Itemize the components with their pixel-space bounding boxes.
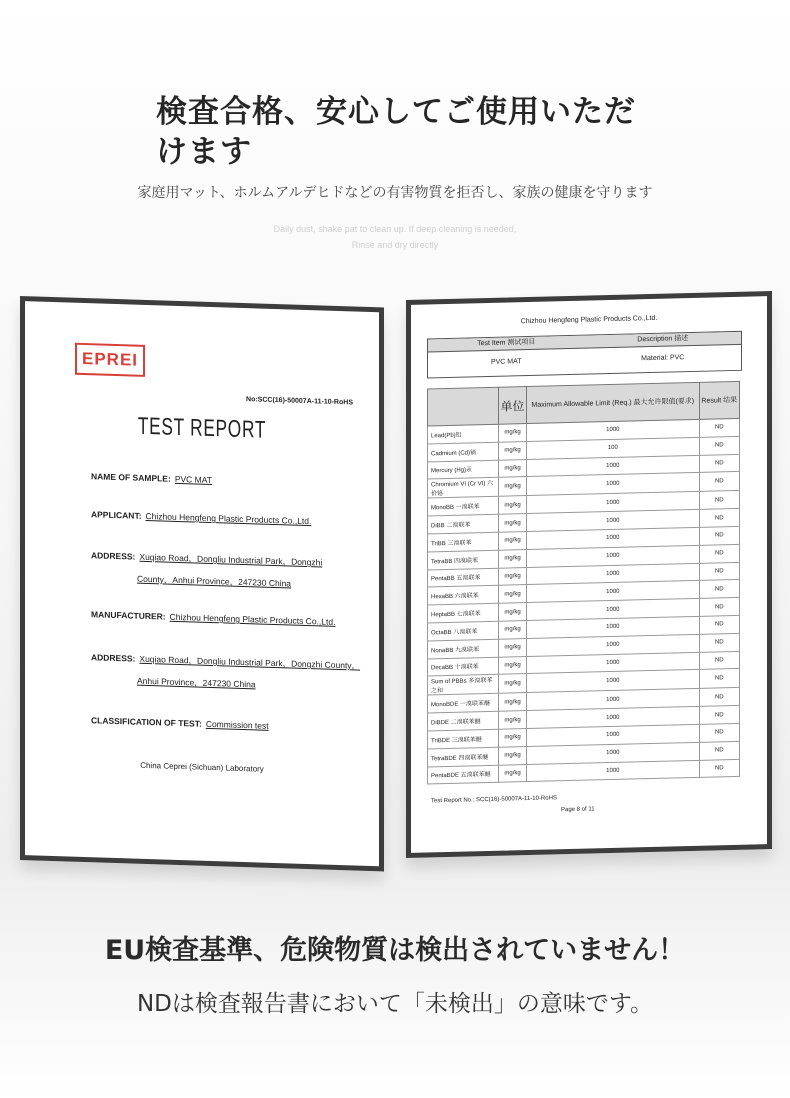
address-field <box>91 549 322 568</box>
cell-unit: mg/kg <box>499 441 527 459</box>
cell-result: ND <box>699 509 739 528</box>
cell-unit: mg/kg <box>499 764 527 782</box>
manufacturer-label: MANUFACTURER: <box>91 609 166 622</box>
faint-text-line-2: Rinse and dry directly <box>351 240 439 250</box>
sample-value: PVC MAT <box>174 473 212 486</box>
cell-limit: 1000 <box>527 652 699 674</box>
cell-unit: mg/kg <box>499 585 527 603</box>
address-continuation: County，Anhui Province，247230 China <box>137 573 292 589</box>
address2-field <box>91 651 360 671</box>
cell-result: ND <box>699 706 739 725</box>
cell-item: DecaBB 十溴联苯 <box>428 657 499 677</box>
cell-limit: 100 <box>527 437 699 459</box>
cell-result: ND <box>699 651 739 670</box>
cell-item: PentaBDE 五溴联苯醚 <box>428 765 499 785</box>
col-result: Result 结果 <box>699 381 739 419</box>
cell-unit: mg/kg <box>499 496 527 514</box>
cell-limit: 1000 <box>527 599 699 621</box>
laboratory-name: China Ceprei (Sichuan) Laboratory <box>140 760 264 774</box>
bottom-title: EU検査基準、危険物質は検出されていません！ <box>104 935 686 966</box>
cell-unit: mg/kg <box>499 514 527 532</box>
cell-limit: 1000 <box>527 724 699 746</box>
cell-result: ND <box>699 418 739 437</box>
cell-unit: mg/kg <box>499 477 527 497</box>
classification-field <box>91 715 269 731</box>
cell-result: ND <box>699 544 739 563</box>
cell-result: ND <box>699 436 739 455</box>
cell-unit: mg/kg <box>499 638 527 656</box>
address2-value: Xuqiao Road，Dongliu Industrial Park，Dongzhi County， <box>139 653 361 671</box>
cell-result: ND <box>699 598 739 617</box>
cell-limit: 1000 <box>527 634 699 656</box>
cell-result: ND <box>699 580 739 599</box>
cell-unit: mg/kg <box>499 549 527 567</box>
cell-item: NonaBB 九溴联苯 <box>428 639 499 659</box>
cell-limit: 1000 <box>527 527 699 549</box>
cell-item: TetraBB 四溴联苯 <box>428 550 499 570</box>
report-title: TEST REPORT <box>137 412 267 444</box>
cell-item: DiBB 二溴联苯 <box>428 514 499 534</box>
cell-item: OctaBB 八溴联苯 <box>428 621 499 641</box>
cell-result: ND <box>699 633 739 652</box>
hero-subtitle: 家庭用マット、ホルムアルデヒドなどの有害物質を拒否し、家族の健康を守ります <box>137 185 653 201</box>
results-table <box>427 381 740 785</box>
cell-unit: mg/kg <box>499 424 527 442</box>
cell-item: Sum of PBBs 多溴联苯之和 <box>428 675 499 696</box>
cell-limit: 1000 <box>527 742 699 764</box>
cell-item: Lead(Pb)铅 <box>428 424 499 444</box>
test-results-page <box>406 291 772 858</box>
cell-result: ND <box>699 454 739 473</box>
cell-result: ND <box>699 669 739 689</box>
sample-label: NAME OF SAMPLE: <box>91 471 171 484</box>
cell-unit: mg/kg <box>499 693 527 711</box>
cell-unit: mg/kg <box>499 532 527 550</box>
cell-item: MonoBB 一溴联苯 <box>428 497 499 517</box>
cell-limit: 1000 <box>527 616 699 638</box>
cell-limit: 1000 <box>527 419 699 441</box>
cell-limit: 1000 <box>527 706 699 728</box>
cell-item: MonoBDE 一溴联苯醚 <box>428 694 499 714</box>
cell-unit: mg/kg <box>499 711 527 729</box>
cell-limit: 1000 <box>527 760 699 782</box>
report-number: No:SCC(16)-50007A-11-10-RoHS <box>246 396 353 407</box>
cell-item: TetraBDE 四溴联苯醚 <box>428 747 499 767</box>
hero-title: 検査合格、安心してご使用いただけます <box>156 94 636 170</box>
cell-result: ND <box>699 526 739 545</box>
faint-text-line-1: Daily dust, shake pat to clean up. If deep cleaning is needed, <box>273 224 517 234</box>
cell-result: ND <box>699 491 739 510</box>
cell-item: PentaBB 五溴联苯 <box>428 568 499 588</box>
cell-item: DiBDE 二溴联苯醚 <box>428 711 499 731</box>
cell-limit: 1000 <box>527 455 699 477</box>
cell-limit: 1000 <box>527 563 699 585</box>
col-limit: Maximum Allowable Limit (Req.) 最大允许限值(要求) <box>527 382 699 423</box>
bottom-subtitle: NDは検査報告書において「未検出」の意味です。 <box>136 991 654 1017</box>
cell-item: TriBDE 三溴联苯醚 <box>428 729 499 749</box>
cell-unit: mg/kg <box>499 603 527 621</box>
manufacturer-value: Chizhou Hengfeng Plastic Products Co.,Ltd. <box>169 611 336 627</box>
desc-material-value: Material: PVC <box>641 354 685 363</box>
cell-result: ND <box>699 472 739 492</box>
address-label: ADDRESS: <box>91 550 136 562</box>
cell-item: Cadmium (Cd)镉 <box>428 442 499 462</box>
cell-unit: mg/kg <box>499 729 527 747</box>
cell-result: ND <box>699 759 739 778</box>
cell-result: ND <box>699 615 739 634</box>
cell-limit: 1000 <box>527 581 699 603</box>
cell-item: Chromium VI (Cr VI) 六价铬 <box>428 478 499 499</box>
report-footer: Test Report No.: SCC(16)-50007A-11-10-RoHS <box>431 795 557 805</box>
cell-unit: mg/kg <box>499 459 527 477</box>
company-name: Chizhou Hengfeng Plastic Products Co.,Ltd. <box>520 314 658 326</box>
cell-unit: mg/kg <box>499 621 527 639</box>
cell-unit: mg/kg <box>499 567 527 585</box>
desc-head-item: Test Item 测试项目 <box>477 338 536 348</box>
applicant-label: APPLICANT: <box>91 509 142 521</box>
classification-value: Commission test <box>205 718 269 731</box>
cell-unit: mg/kg <box>499 746 527 764</box>
sample-field <box>91 471 212 485</box>
cell-item: HeptaBB 七溴联苯 <box>428 603 499 623</box>
applicant-value: Chizhou Hengfeng Plastic Products Co.,Ltd. <box>145 510 312 527</box>
cell-limit: 1000 <box>527 473 699 496</box>
cell-result: ND <box>699 741 739 760</box>
address2-label: ADDRESS: <box>91 652 136 664</box>
test-report-cover <box>20 296 384 871</box>
classification-label: CLASSIFICATION OF TEST: <box>91 715 202 729</box>
applicant-field <box>91 509 311 526</box>
cell-limit: 1000 <box>527 670 699 693</box>
cell-limit: 1000 <box>527 689 699 711</box>
eprei-logo: EPREI <box>75 343 145 377</box>
cell-limit: 1000 <box>527 492 699 514</box>
desc-head-description: Description 描述 <box>637 335 689 344</box>
cell-item: TriBB 三溴联苯 <box>428 532 499 552</box>
description-box <box>427 331 742 379</box>
cell-limit: 1000 <box>527 510 699 532</box>
cell-unit: mg/kg <box>499 674 527 694</box>
desc-item-value: PVC MAT <box>490 358 522 366</box>
address-value: Xuqiao Road，Dongliu Industrial Park，Dongzhi <box>139 551 323 568</box>
cell-unit: mg/kg <box>499 656 527 674</box>
cell-item: Mercury (Hg)汞 <box>428 460 499 480</box>
col-unit: 单位 <box>499 387 527 425</box>
cell-item: HexaBB 六溴联苯 <box>428 586 499 606</box>
cell-limit: 1000 <box>527 545 699 567</box>
manufacturer-field <box>91 609 335 627</box>
address2-continuation: Anhui Province，247230 China <box>137 675 256 690</box>
cell-result: ND <box>699 562 739 581</box>
page-number: Page 8 of 11 <box>561 806 595 814</box>
col-item <box>428 387 499 426</box>
cell-result: ND <box>699 688 739 707</box>
cell-result: ND <box>699 723 739 742</box>
